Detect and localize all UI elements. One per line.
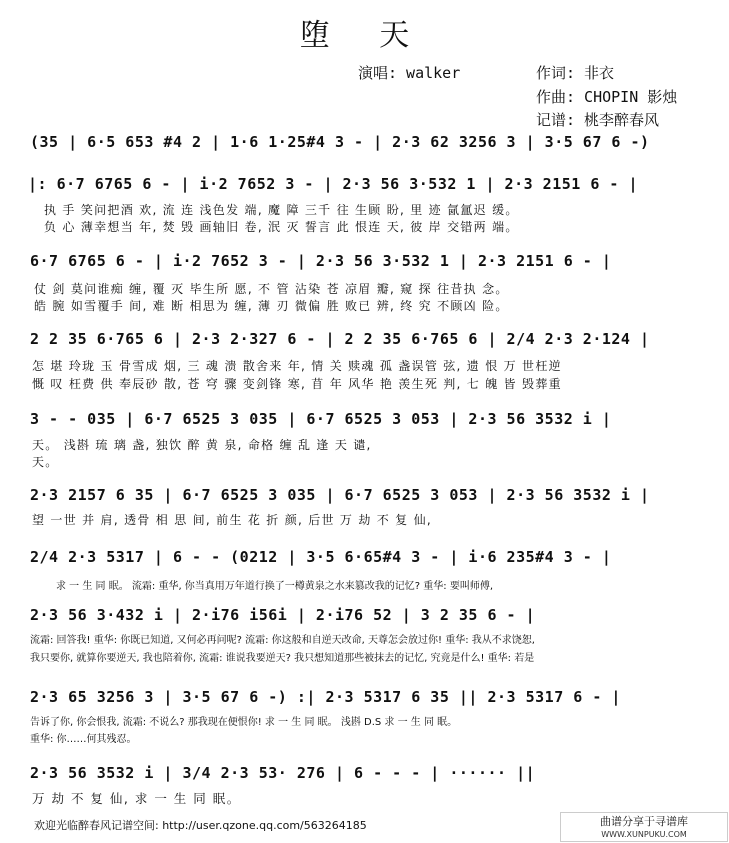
lyricist-credit: 作词: 非衣 xyxy=(536,64,615,82)
lyric-row-8b: 我只要你, 就算你要逆天, 我也陪着你, 流霜: 谁说我要逆天? 我只想知道那些被抹去的记忆, 究竟是什么! 重华: 若是 xyxy=(30,653,535,664)
lyric-row-5a: 天。 浅斟 琉 璃 盏, 独饮 醉 黄 泉, 命格 缠 乱 逢 天 谴, xyxy=(32,438,372,452)
lyric-row-5b: 天。 xyxy=(32,455,59,469)
lyric-row-9b: 重华: 你……何其残忍。 xyxy=(30,734,137,745)
notation-row-6: 2·3 2157 6 35 | 6·7 6525 3 035 | 6·7 6525 3 053 | 2·3 56 3532 i | xyxy=(30,486,650,504)
credit-box xyxy=(560,812,728,842)
lyric-row-2b: 负 心 薄幸想当 年, 焚 毁 画轴旧 卷, 泯 灭 誓言 此 恨连 天, 彼 岸 交错两 端。 xyxy=(44,220,519,234)
notation-row-3: 6·7 6765 6 - | i·2 7652 3 - | 2·3 56 3·532 1 | 2·3 2151 6 - | xyxy=(30,252,612,270)
notation-row-7: 2/4 2·3 5317 | 6 - - (0212 | 3·5 6·65#4 3 - | i·6 235#4 3 - | xyxy=(30,548,612,566)
lyric-row-4b: 慨 叹 枉费 供 奉辰砂 散, 苍 穹 骤 变剑锋 寒, 苜 年 风华 艳 羡生死 判, 七 魄 皆 毁葬重 xyxy=(32,377,562,391)
transcriber-credit: 记谱: 桃李醉春风 xyxy=(536,111,660,129)
footer-text: 欢迎光临醉春风记谱空间: http://user.qzone.qq.com/563264185 xyxy=(34,819,367,832)
lyric-row-2a: 执 手 笑问把酒 欢, 流 连 浅色发 端, 魔 障 三千 往 生顾 盼, 里 迹 氤氲迟 缓。 xyxy=(44,203,519,217)
credit-text: 曲谱分享于寻谱库 xyxy=(600,815,688,828)
notation-row-intro: (35 | 6·5 653 #4 2 | 1·6 1·25#4 3 - | 2·3 62 3256 3 | 3·5 67 6 -) xyxy=(30,133,650,151)
notation-row-8: 2·3 56 3·432 i | 2·i76 i56i | 2·i76 52 | 3 2 35 6 - | xyxy=(30,606,536,624)
lyric-row-6a: 望 一世 并 肩, 透骨 相 思 间, 前生 花 折 颜, 后世 万 劫 不 复 仙, xyxy=(32,513,433,527)
lyric-row-8a: 流霜: 回答我! 重华: 你既已知道, 又何必再问呢? 流霜: 你这般和自逆天改命, 天尊怎会放过你! 重华: 我从不求饶恕, xyxy=(30,635,535,646)
lyric-row-3b: 皓 腕 如雪覆手 间, 难 断 相思为 缠, 薄 刃 微偏 胜 败已 辨, 终 究 不顾凶 险。 xyxy=(34,299,509,313)
lyric-row-4a: 怎 堪 玲珑 玉 骨雪成 烟, 三 魂 溃 散舍来 年, 情 关 赎魂 孤 盏误管 弦, 遗 恨 万 世枉逆 xyxy=(32,359,562,373)
song-title: 堕 天 xyxy=(299,18,430,53)
notation-row-10: 2·3 56 3532 i | 3/4 2·3 53· 276 | 6 - - - | ······ || xyxy=(30,764,536,782)
lyric-row-3a: 仗 剑 莫问谁痴 缠, 覆 灭 毕生所 愿, 不 管 沾染 苍 凉眉 瓣, 窥 探 往昔执 念。 xyxy=(34,282,509,296)
lyric-row-10a: 万 劫 不 复 仙, 求 一 生 同 眠。 xyxy=(32,791,241,806)
notation-row-9: 2·3 65 3256 3 | 3·5 67 6 -) :| 2·3 5317 6 35 || 2·3 5317 6 - | xyxy=(30,688,621,706)
notation-row-5: 3 - - 035 | 6·7 6525 3 035 | 6·7 6525 3 053 | 2·3 56 3532 i | xyxy=(30,410,612,428)
singer-credit: 演唱: walker xyxy=(358,64,461,82)
notation-row-2: |: 6·7 6765 6 - | i·2 7652 3 - | 2·3 56 3·532 1 | 2·3 2151 6 - | xyxy=(28,175,638,193)
credit-url[interactable]: WWW.XUNPUKU.COM xyxy=(601,830,687,839)
lyric-row-9a: 告诉了你, 你会恨我, 流霜: 不说么? 那我现在便恨你! 求 一 生 同 眠。 浅斟 D.S 求 一 生 同 眠。 xyxy=(30,717,458,728)
lyric-row-7a: 求 一 生 同 眠。 流霜: 重华, 你当真用万年道行换了一樽黄泉之水来篡改我的记忆? 重华: 要叫师傅, xyxy=(56,581,494,592)
composer-credit: 作曲: CHOPIN 影烛 xyxy=(536,88,678,106)
notation-row-4: 2 2 35 6·765 6 | 2·3 2·327 6 - | 2 2 35 6·765 6 | 2/4 2·3 2·124 | xyxy=(30,330,650,348)
